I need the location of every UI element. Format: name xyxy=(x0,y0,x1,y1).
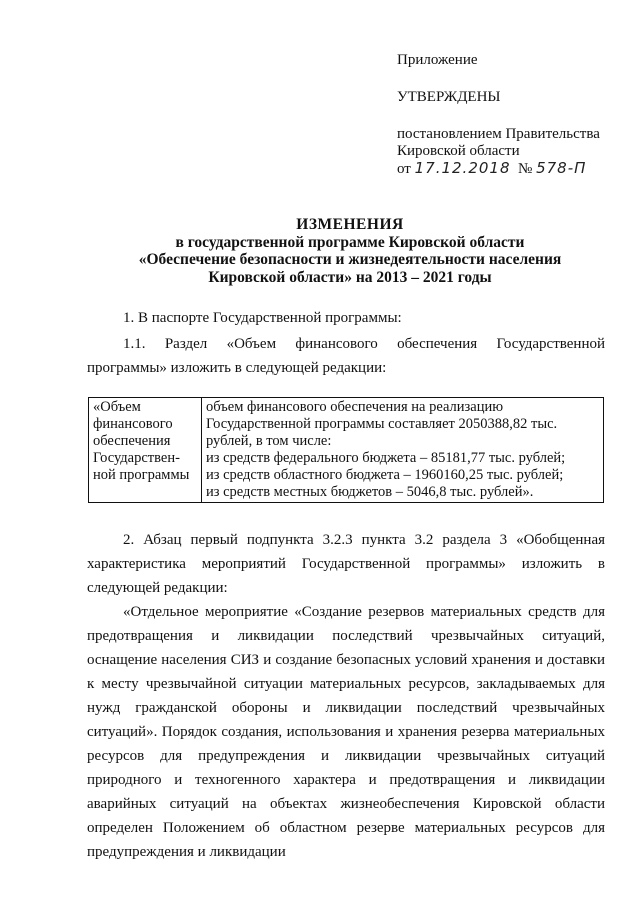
table-row xyxy=(89,398,604,503)
right-line: Государственной программы составляет 2050388,82 тыс. xyxy=(206,416,558,432)
decree-date-line xyxy=(397,160,637,178)
document-title xyxy=(100,216,600,286)
right-line: из средств местных бюджетов – 5046,8 тыс. рублей». xyxy=(206,484,534,500)
left-line: ной программы xyxy=(93,467,190,483)
left-line: финансового xyxy=(93,416,173,432)
left-line: обеспечения xyxy=(93,433,171,449)
table-right-cell xyxy=(202,398,604,503)
left-line: «Объем xyxy=(93,399,141,415)
decree-line-2: Кировской области xyxy=(397,143,520,159)
approved-label: УТВЕРЖДЕНЫ xyxy=(397,89,501,105)
decree-line-1: постановлением Правительства xyxy=(397,126,600,142)
date-prefix: от xyxy=(397,161,411,177)
right-line: объем финансового обеспечения на реализацию xyxy=(206,399,504,415)
section-1-1-text: 1.1. Раздел «Объем финансового обеспечения Государственной программы» изложить в следующей редакции: xyxy=(87,336,605,376)
right-line: рублей, в том числе: xyxy=(206,433,332,449)
left-line: Государствен- xyxy=(93,450,180,466)
title-line-3: «Обеспечение безопасности и жизнедеятельности населения xyxy=(138,251,562,268)
title-line-2: в государственной программе Кировской области xyxy=(175,233,525,251)
right-line: из средств федерального бюджета – 85181,77 тыс. рублей; xyxy=(206,450,566,466)
handwritten-number: 578-П xyxy=(536,159,587,177)
table-left-cell xyxy=(89,398,202,503)
section-2-text: 2. Абзац первый подпункта 3.2.3 пункта 3.2 раздела 3 «Обобщенная характеристика мероприятий Государственной программы» изложить в следующей редакции: xyxy=(87,532,605,596)
section-1-heading: 1. В паспорте Государственной программы: xyxy=(123,310,402,326)
title-line-4: Кировской области» на 2013 – 2021 годы xyxy=(208,268,492,286)
financing-table xyxy=(88,397,604,503)
title-line-1: ИЗМЕНЕНИЯ xyxy=(296,216,404,233)
section-2-quote: «Отдельное мероприятие «Создание резервов материальных средств для предотвращения и ликвидации последствий чрезвычайных ситуаций, оснащение населения СИЗ и создание безопасных условий хранения и доставки к месту чрезвычайной ситуации материальных ресурсов, закладываемых для нужд гражданской обороны и ликвидации последствий чрезвычайных ситуаций». Порядок создания, использования и хранения резерва материальных ресурсов для предупреждения и ликвидации чрезвычайных ситуаций природного и техногенного характера и предотвращения и ликвидации аварийных ситуаций на объектах жизнеобеспечения Кировской области определен Положением об областном резерве материальных ресурсов для предупреждения и ликвидации xyxy=(87,604,605,860)
handwritten-date: 17.12.2018 xyxy=(414,159,511,177)
number-sign: № xyxy=(518,161,533,177)
appendix-label: Приложение xyxy=(397,52,478,68)
approval-block xyxy=(397,52,637,178)
right-line: из средств областного бюджета – 1960160,25 тыс. рублей; xyxy=(206,467,564,483)
